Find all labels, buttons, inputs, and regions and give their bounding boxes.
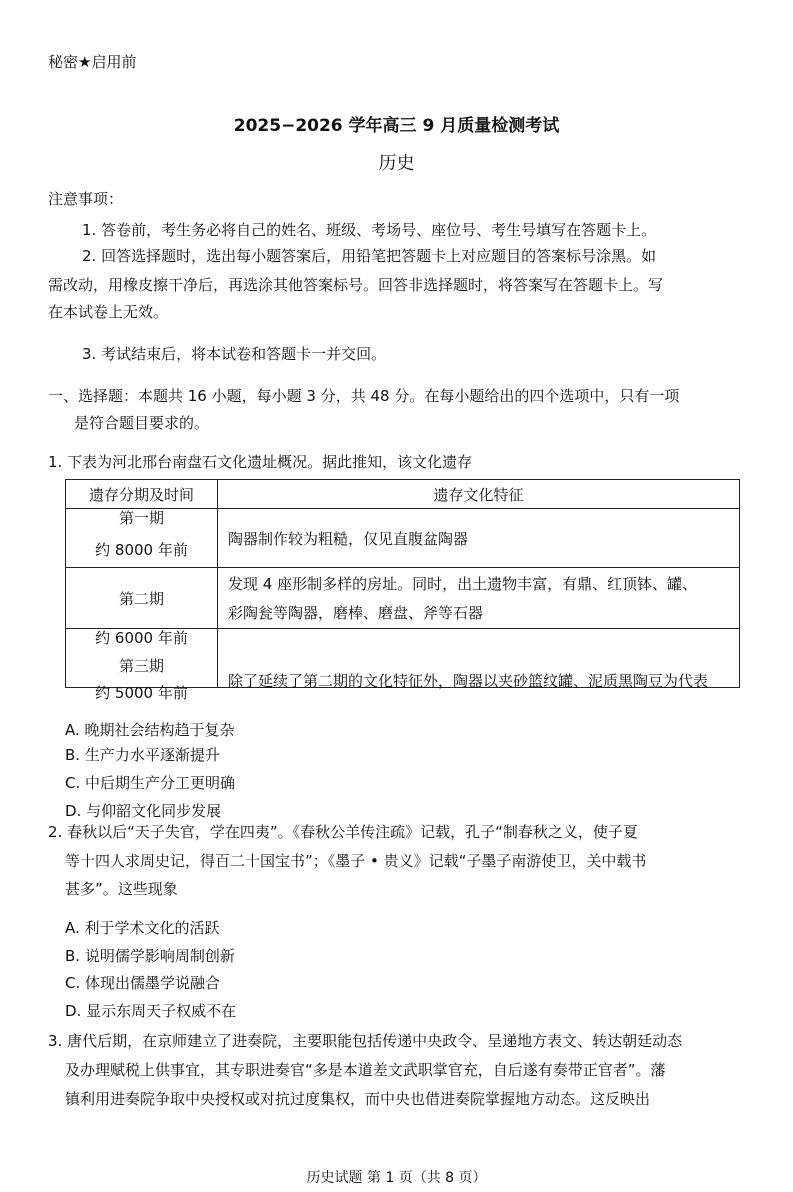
note-2-line-2: 需改动，用橡皮擦干净后，再选涂其他答案标号。回答非选择题时，将答案写在答题卡上。写 — [48, 276, 664, 294]
section-1-instructions-line-2: 是符合题目要求的。 — [74, 414, 210, 432]
note-1: 1. 答卷前，考生务必将自己的姓名、班级、考场号、座位号、考生号填写在答题卡上。 — [82, 221, 657, 239]
period-1-cell — [66, 509, 218, 568]
table-row — [66, 509, 740, 568]
period-3-feature: 除了延续了第二期的文化特征外，陶器以夹砂篮纹罐、泥质黑陶豆为代表 — [228, 672, 709, 690]
subject-title: 历史 — [378, 153, 415, 174]
heritage-table — [65, 479, 740, 702]
period-3-cell — [66, 629, 218, 702]
exam-title: 2025−2026 学年高三 9 月质量检测考试 — [233, 116, 560, 136]
period-1-feature: 陶器制作较为粗糙，仅见直腹盆陶器 — [218, 509, 740, 568]
secret-label: 秘密★启用前 — [48, 53, 137, 71]
period-2-name: 第二期 — [66, 568, 218, 629]
question-1-stem: 1. 下表为河北邢台南盘石文化遗址概况。据此推知，该文化遗存 — [48, 453, 473, 471]
q2-option-d: D. 显示东周天子权威不在 — [65, 1002, 237, 1020]
q2-option-a: A. 利于学术文化的活跃 — [65, 919, 220, 937]
q1-option-c: C. 中后期生产分工更明确 — [65, 774, 236, 792]
period-2-time: 约 6000 年前 — [95, 629, 188, 647]
table-header-period: 遗存分期及时间 — [66, 480, 218, 509]
question-2-line-3: 甚多”。这些现象 — [65, 880, 178, 898]
q2-option-b: B. 说明儒学影响周制创新 — [65, 947, 235, 965]
period-1-time: 约 8000 年前 — [95, 541, 188, 559]
question-3-line-2: 及办理赋税上供事宜，其专职进奏官“多是本道差文武职掌官充，自后遂有奏带正官者”。藩 — [65, 1061, 666, 1079]
table-row — [66, 568, 740, 629]
table-header-feature: 遗存文化特征 — [218, 480, 740, 509]
note-2-line-3: 在本试卷上无效。 — [48, 303, 169, 321]
question-3-line-3: 镇利用进奏院争取中央授权或对抗过度集权，而中央也借进奏院掌握地方动态。这反映出 — [65, 1090, 651, 1108]
period-3-name: 第三期 — [118, 657, 164, 675]
q1-option-d: D. 与仰韶文化同步发展 — [65, 802, 222, 820]
page-footer: 历史试题 第 1 页（共 8 页） — [306, 1170, 487, 1186]
note-3: 3. 考试结束后，将本试卷和答题卡一并交回。 — [82, 345, 387, 363]
section-1-instructions-line-1: 一、选择题：本题共 16 小题，每小题 3 分，共 48 分。在每小题给出的四个选项中，只有一项 — [48, 387, 680, 405]
q2-option-c: C. 体现出儒墨学说融合 — [65, 974, 221, 992]
question-2-line-2: 等十四人求周史记，得百二十国宝书”；《墨子 • 贵义》记载“子墨子南游使卫，关中载书 — [65, 852, 647, 870]
period-2-feature-line-2: 彩陶瓮等陶器，磨棒、磨盘、斧等石器 — [228, 604, 484, 622]
table-header-row — [66, 480, 740, 509]
period-2-feature-cell — [218, 568, 740, 629]
q1-option-a: A. 晚期社会结构趋于复杂 — [65, 721, 235, 739]
q1-option-b: B. 生产力水平逐渐提升 — [65, 746, 220, 764]
question-3-line-1: 3. 唐代后期，在京师建立了进奏院，主要职能包括传递中央政令、呈递地方表文、转达朝廷动态 — [48, 1032, 683, 1050]
note-2-line-1: 2. 回答选择题时，选出每小题答案后，用铅笔把答题卡上对应题目的答案标号涂黑。如 — [82, 247, 657, 265]
period-2-feature-line-1: 发现 4 座形制多样的房址。同时，出土遗物丰富，有鼎、红顶钵、罐、 — [228, 575, 698, 593]
period-3-feature-cell — [218, 629, 740, 688]
period-1-name: 第一期 — [118, 509, 164, 527]
notes-heading: 注意事项： — [48, 190, 124, 208]
table-row — [66, 629, 740, 688]
question-2-line-1: 2. 春秋以后“天子失官，学在四夷”。《春秋公羊传注疏》记载，孔子“制春秋之义，使子夏 — [48, 823, 638, 841]
period-3-time: 约 5000 年前 — [95, 684, 188, 702]
